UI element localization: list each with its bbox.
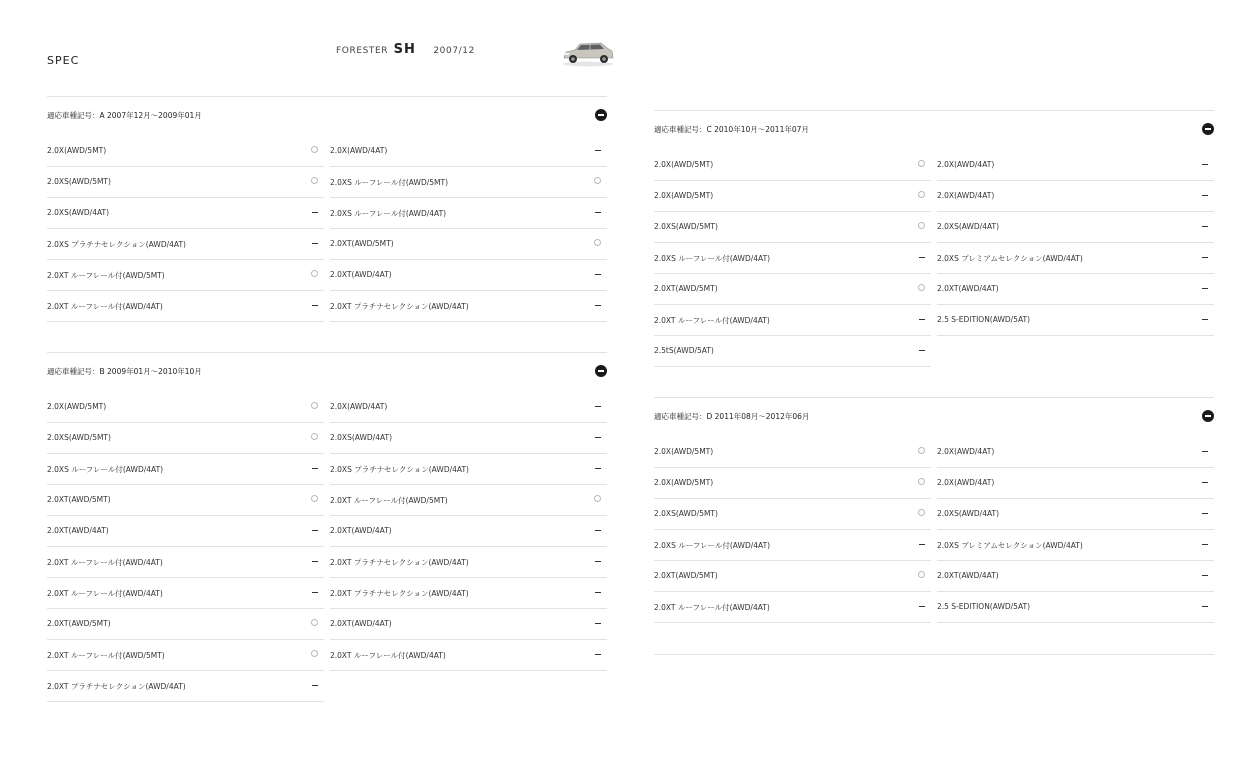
grade-name: 2.0X(AWD/4AT) bbox=[937, 191, 995, 200]
not-available-dash-icon bbox=[595, 212, 601, 213]
grade-name: 2.5 S-EDITION(AWD/5AT) bbox=[937, 602, 1031, 611]
not-available-dash-icon bbox=[919, 319, 925, 320]
spec-row bbox=[330, 136, 607, 167]
model-code: SH bbox=[393, 42, 416, 57]
standard-circle-icon bbox=[311, 619, 318, 626]
grade-name: 2.0XT ルーフレール付(AWD/5MT) bbox=[47, 271, 165, 280]
section-b-left-column bbox=[47, 392, 324, 702]
not-available-dash-icon bbox=[1202, 513, 1208, 514]
spec-row bbox=[654, 499, 931, 530]
grade-name: 2.0XS プラチナセレクション(AWD/4AT) bbox=[330, 465, 469, 474]
spec-row bbox=[937, 561, 1214, 592]
spec-row bbox=[330, 516, 607, 547]
spec-row bbox=[330, 167, 607, 198]
section-b-header[interactable] bbox=[47, 353, 607, 389]
spec-row bbox=[937, 437, 1214, 468]
not-available-dash-icon bbox=[1202, 164, 1208, 165]
grade-name: 2.0XT ルーフレール付(AWD/5MT) bbox=[47, 651, 165, 660]
spec-row bbox=[47, 454, 324, 485]
model-date: 2007/12 bbox=[433, 46, 475, 56]
collapse-toggle-icon[interactable] bbox=[595, 365, 607, 377]
spec-row bbox=[937, 468, 1214, 499]
grade-name: 2.0XS ルーフレール付(AWD/4AT) bbox=[654, 541, 771, 550]
spec-title: SPEC bbox=[47, 54, 80, 67]
grade-name: 2.0XS ルーフレール付(AWD/4AT) bbox=[654, 254, 771, 263]
not-available-dash-icon bbox=[312, 685, 318, 686]
spec-row bbox=[654, 181, 931, 212]
grade-name: 2.0XT ルーフレール付(AWD/4AT) bbox=[654, 316, 770, 325]
grade-name: 2.0XT ルーフレール付(AWD/4AT) bbox=[47, 558, 163, 567]
section-b-right-column bbox=[330, 392, 607, 671]
not-available-dash-icon bbox=[595, 150, 601, 151]
spec-row bbox=[330, 609, 607, 640]
grade-name: 2.0XT プラチナセレクション(AWD/4AT) bbox=[47, 682, 186, 691]
spec-row bbox=[47, 229, 324, 260]
not-available-dash-icon bbox=[1202, 606, 1208, 607]
not-available-dash-icon bbox=[595, 406, 601, 407]
section-c-header[interactable] bbox=[654, 111, 1214, 147]
section-d-left-column bbox=[654, 437, 931, 623]
not-available-dash-icon bbox=[595, 274, 601, 275]
spec-row bbox=[47, 516, 324, 547]
standard-circle-icon bbox=[918, 478, 925, 485]
not-available-dash-icon bbox=[919, 257, 925, 258]
not-available-dash-icon bbox=[919, 544, 925, 545]
standard-circle-icon bbox=[311, 433, 318, 440]
spec-row bbox=[654, 530, 931, 561]
not-available-dash-icon bbox=[312, 212, 318, 213]
model-header bbox=[336, 42, 475, 57]
section-d-header[interactable] bbox=[654, 398, 1214, 434]
spec-row bbox=[330, 547, 607, 578]
grade-name: 2.0XT(AWD/5MT) bbox=[654, 571, 718, 580]
not-available-dash-icon bbox=[595, 468, 601, 469]
grade-name: 2.0X(AWD/5MT) bbox=[654, 447, 714, 456]
spec-row bbox=[937, 305, 1214, 336]
grade-name: 2.0XT(AWD/5MT) bbox=[654, 284, 718, 293]
grade-name: 2.0X(AWD/5MT) bbox=[654, 191, 714, 200]
grade-name: 2.0X(AWD/4AT) bbox=[937, 478, 995, 487]
grade-name: 2.0XT(AWD/5MT) bbox=[330, 239, 394, 248]
section-a-right-column bbox=[330, 136, 607, 322]
section-a bbox=[47, 96, 607, 319]
model-name: FORESTER bbox=[336, 46, 389, 56]
standard-circle-icon bbox=[918, 571, 925, 578]
spec-row bbox=[330, 229, 607, 260]
section-d bbox=[654, 397, 1214, 655]
spec-row bbox=[47, 291, 324, 322]
spec-row bbox=[47, 260, 324, 291]
spec-row bbox=[47, 198, 324, 229]
standard-circle-icon bbox=[311, 146, 318, 153]
not-available-dash-icon bbox=[312, 592, 318, 593]
spec-row bbox=[330, 198, 607, 229]
standard-circle-icon bbox=[594, 239, 601, 246]
spec-row bbox=[330, 392, 607, 423]
not-available-dash-icon bbox=[1202, 482, 1208, 483]
section-a-label: 適応車種記号：A 2007年12月～2009年01月 bbox=[47, 111, 202, 120]
standard-circle-icon bbox=[311, 270, 318, 277]
not-available-dash-icon bbox=[595, 592, 601, 593]
standard-circle-icon bbox=[311, 650, 318, 657]
spec-row bbox=[654, 212, 931, 243]
grade-name: 2.0XT(AWD/5MT) bbox=[47, 619, 111, 628]
spec-row bbox=[47, 423, 324, 454]
spec-row bbox=[47, 485, 324, 516]
not-available-dash-icon bbox=[919, 350, 925, 351]
collapse-toggle-icon[interactable] bbox=[595, 109, 607, 121]
spec-row bbox=[654, 437, 931, 468]
collapse-toggle-icon[interactable] bbox=[1202, 123, 1214, 135]
spec-row bbox=[330, 291, 607, 322]
spec-row bbox=[47, 136, 324, 167]
spec-row bbox=[330, 485, 607, 516]
grade-name: 2.0XS プレミアムセレクション(AWD/4AT) bbox=[937, 254, 1083, 263]
not-available-dash-icon bbox=[1202, 451, 1208, 452]
section-c-left-column bbox=[654, 150, 931, 367]
grade-name: 2.0XT ルーフレール付(AWD/4AT) bbox=[47, 302, 163, 311]
grade-name: 2.0XT ルーフレール付(AWD/5MT) bbox=[330, 496, 448, 505]
spec-row bbox=[654, 468, 931, 499]
spec-row bbox=[47, 609, 324, 640]
not-available-dash-icon bbox=[312, 468, 318, 469]
not-available-dash-icon bbox=[595, 654, 601, 655]
grade-name: 2.0XT ルーフレール付(AWD/4AT) bbox=[47, 589, 163, 598]
grade-name: 2.0X(AWD/5MT) bbox=[47, 146, 107, 155]
not-available-dash-icon bbox=[919, 606, 925, 607]
standard-circle-icon bbox=[918, 284, 925, 291]
standard-circle-icon bbox=[594, 177, 601, 184]
grade-name: 2.0XS(AWD/5MT) bbox=[654, 509, 718, 518]
not-available-dash-icon bbox=[595, 437, 601, 438]
grade-name: 2.0XS(AWD/5MT) bbox=[47, 177, 111, 186]
not-available-dash-icon bbox=[1202, 226, 1208, 227]
grade-name: 2.0X(AWD/5MT) bbox=[47, 402, 107, 411]
spec-row bbox=[937, 274, 1214, 305]
grade-name: 2.0XT ルーフレール付(AWD/4AT) bbox=[330, 651, 446, 660]
grade-name: 2.0XT(AWD/4AT) bbox=[47, 526, 109, 535]
section-d-label: 適応車種記号：D 2011年08月～2012年06月 bbox=[654, 412, 810, 421]
not-available-dash-icon bbox=[1202, 575, 1208, 576]
standard-circle-icon bbox=[918, 509, 925, 516]
spec-row bbox=[330, 578, 607, 609]
grade-name: 2.0XT プラチナセレクション(AWD/4AT) bbox=[330, 302, 469, 311]
grade-name: 2.0XT ルーフレール付(AWD/4AT) bbox=[654, 603, 770, 612]
grade-name: 2.0XT(AWD/4AT) bbox=[330, 270, 392, 279]
standard-circle-icon bbox=[311, 177, 318, 184]
not-available-dash-icon bbox=[1202, 195, 1208, 196]
grade-name: 2.0XS(AWD/5MT) bbox=[654, 222, 718, 231]
grade-name: 2.0XT(AWD/4AT) bbox=[937, 571, 999, 580]
grade-name: 2.0X(AWD/4AT) bbox=[937, 160, 995, 169]
section-c-label: 適応車種記号：C 2010年10月～2011年07月 bbox=[654, 125, 809, 134]
grade-name: 2.0XT(AWD/4AT) bbox=[937, 284, 999, 293]
grade-name: 2.0XS(AWD/4AT) bbox=[47, 208, 110, 217]
spec-row bbox=[47, 671, 324, 702]
not-available-dash-icon bbox=[595, 623, 601, 624]
standard-circle-icon bbox=[311, 495, 318, 502]
spec-row bbox=[654, 592, 931, 623]
grade-name: 2.0XS(AWD/5MT) bbox=[47, 433, 111, 442]
grade-name: 2.0XS(AWD/4AT) bbox=[937, 509, 1000, 518]
spec-row bbox=[654, 561, 931, 592]
grade-name: 2.0XS プレミアムセレクション(AWD/4AT) bbox=[937, 541, 1083, 550]
section-c-right-column bbox=[937, 150, 1214, 336]
section-a-left-column bbox=[47, 136, 324, 322]
grade-name: 2.0XS(AWD/4AT) bbox=[937, 222, 1000, 231]
not-available-dash-icon bbox=[312, 530, 318, 531]
not-available-dash-icon bbox=[1202, 544, 1208, 545]
not-available-dash-icon bbox=[312, 305, 318, 306]
spec-row bbox=[937, 243, 1214, 274]
grade-name: 2.0X(AWD/5MT) bbox=[654, 478, 714, 487]
grade-name: 2.0XT(AWD/4AT) bbox=[330, 526, 392, 535]
spec-row bbox=[654, 243, 931, 274]
spec-row bbox=[937, 212, 1214, 243]
grade-name: 2.0XS ルーフレール付(AWD/4AT) bbox=[330, 209, 447, 218]
spec-row bbox=[937, 592, 1214, 623]
not-available-dash-icon bbox=[1202, 288, 1208, 289]
not-available-dash-icon bbox=[595, 561, 601, 562]
grade-name: 2.0X(AWD/4AT) bbox=[937, 447, 995, 456]
collapse-toggle-icon[interactable] bbox=[1202, 410, 1214, 422]
spec-row bbox=[937, 530, 1214, 561]
section-d-right-column bbox=[937, 437, 1214, 623]
grade-name: 2.0X(AWD/4AT) bbox=[330, 146, 388, 155]
spec-row bbox=[47, 578, 324, 609]
grade-name: 2.0XT プラチナセレクション(AWD/4AT) bbox=[330, 558, 469, 567]
spec-row bbox=[937, 150, 1214, 181]
spec-row bbox=[330, 260, 607, 291]
grade-name: 2.5tS(AWD/5AT) bbox=[654, 346, 714, 355]
grade-name: 2.0XS ルーフレール付(AWD/5MT) bbox=[330, 178, 448, 187]
spec-row bbox=[47, 167, 324, 198]
grade-name: 2.0XS プラチナセレクション(AWD/4AT) bbox=[47, 240, 186, 249]
standard-circle-icon bbox=[918, 222, 925, 229]
grade-name: 2.0XS ルーフレール付(AWD/4AT) bbox=[47, 465, 164, 474]
spec-row bbox=[937, 181, 1214, 212]
spec-row bbox=[654, 274, 931, 305]
spec-row bbox=[47, 547, 324, 578]
grade-name: 2.0X(AWD/5MT) bbox=[654, 160, 714, 169]
grade-name: 2.5 S-EDITION(AWD/5AT) bbox=[937, 315, 1031, 324]
standard-circle-icon bbox=[918, 447, 925, 454]
not-available-dash-icon bbox=[595, 305, 601, 306]
standard-circle-icon bbox=[918, 160, 925, 167]
spec-row bbox=[330, 640, 607, 671]
not-available-dash-icon bbox=[312, 561, 318, 562]
section-a-header[interactable] bbox=[47, 97, 607, 133]
not-available-dash-icon bbox=[1202, 319, 1208, 320]
standard-circle-icon bbox=[594, 495, 601, 502]
spec-row bbox=[47, 392, 324, 423]
spec-row bbox=[330, 454, 607, 485]
not-available-dash-icon bbox=[595, 530, 601, 531]
section-c bbox=[654, 110, 1214, 363]
grade-name: 2.0X(AWD/4AT) bbox=[330, 402, 388, 411]
spec-row bbox=[330, 423, 607, 454]
not-available-dash-icon bbox=[1202, 257, 1208, 258]
section-b bbox=[47, 352, 607, 695]
standard-circle-icon bbox=[918, 191, 925, 198]
grade-name: 2.0XS(AWD/4AT) bbox=[330, 433, 393, 442]
spec-row bbox=[654, 336, 931, 367]
spec-row bbox=[47, 640, 324, 671]
section-b-label: 適応車種記号：B 2009年01月～2010年10月 bbox=[47, 367, 202, 376]
grade-name: 2.0XT(AWD/4AT) bbox=[330, 619, 392, 628]
spec-row bbox=[937, 499, 1214, 530]
not-available-dash-icon bbox=[312, 243, 318, 244]
spec-row bbox=[654, 305, 931, 336]
standard-circle-icon bbox=[311, 402, 318, 409]
spec-row bbox=[654, 150, 931, 181]
grade-name: 2.0XT(AWD/5MT) bbox=[47, 495, 111, 504]
grade-name: 2.0XT プラチナセレクション(AWD/4AT) bbox=[330, 589, 469, 598]
car-thumbnail-icon bbox=[561, 39, 615, 67]
